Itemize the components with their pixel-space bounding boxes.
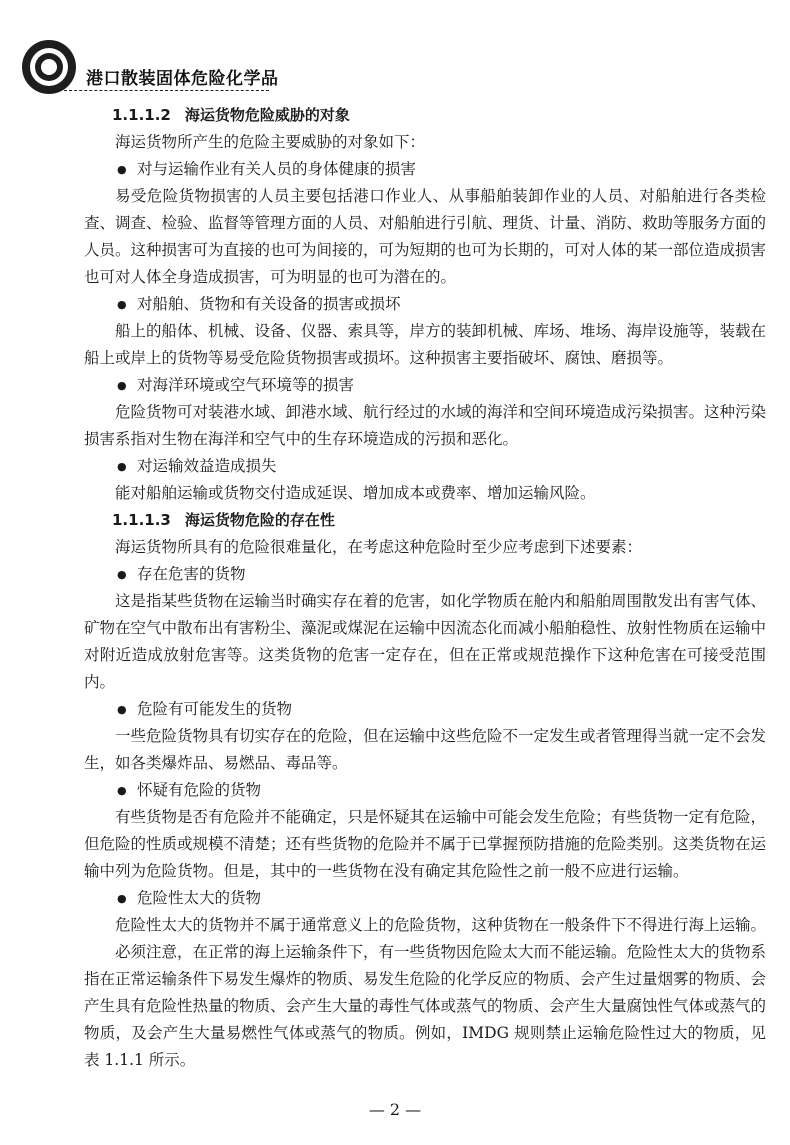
bullet-dot-icon: ● — [117, 568, 127, 581]
bullet-text: 对与运输作业有关人员的身体健康的损害 — [137, 160, 417, 178]
bullet-dot-icon: ● — [117, 703, 127, 716]
section-title: 海运货物危险的存在性 — [184, 511, 335, 529]
bullet-item — [84, 885, 766, 912]
bullet-dot-icon: ● — [117, 784, 127, 797]
bullet-text: 对运输效益造成损失 — [137, 457, 277, 475]
paragraph: 易受危险货物损害的人员主要包括港口作业人、从事船舶装卸作业的人员、对船舶进行各类检查、调查、检验、监督等管理方面的人员、对船舶进行引航、理货、计量、消防、救助等服务方面的人员。这种损害可为直接的也可为间接的，可为短期的也可为长期的，可对人体的某一部位造成损害也可对人体全身造成损害，可为明显的也可为潜在的。 — [84, 187, 767, 286]
section-heading — [84, 102, 766, 129]
bullet-text: 危险性太大的货物 — [137, 889, 262, 907]
section-title: 海运货物危险威胁的对象 — [184, 106, 350, 124]
bullet-text: 存在危害的货物 — [137, 565, 246, 583]
bullet-item — [84, 561, 766, 588]
section-number: 1.1.1.2 — [112, 106, 171, 124]
paragraph: 一些危险货物具有切实存在的危险，但在运输中这些危险不一定发生或者管理得当就一定不会发生，如各类爆炸品、易燃品、毒品等。 — [84, 727, 767, 772]
bullet-item — [84, 291, 766, 318]
bullet-text: 怀疑有危险的货物 — [137, 781, 262, 799]
bullet-dot-icon: ● — [117, 163, 127, 176]
bullet-item — [84, 453, 766, 480]
bullet-item — [84, 372, 766, 399]
page-body — [84, 102, 766, 1074]
paragraph: 必须注意，在正常的海上运输条件下，有一些货物因危险太大而不能运输。危险性太大的货物系指在正常运输条件下易发生爆炸的物质、易发生危险的化学反应的物质、会产生过量烟雾的物质、会产生具有危险性热量的物质、会产生大量的毒性气体或蒸气的物质、会产生大量腐蚀性气体或蒸气的物质，及会产生大量易燃性气体或蒸气的物质。例如，IMDG 规则禁止运输危险性过大的物质，见表 1.1.1 所示。 — [84, 943, 767, 1069]
bullet-item — [84, 777, 766, 804]
bullet-dot-icon: ● — [117, 460, 127, 473]
bullet-text: 对海洋环境或空气环境等的损害 — [137, 376, 355, 394]
paragraph: 船上的船体、机械、设备、仪器、索具等，岸方的装卸机械、库场、堆场、海岸设施等，装载在船上或岸上的货物等易受危险货物损害或损坏。这种损害主要指破坏、腐蚀、磨损等。 — [84, 322, 767, 367]
bullet-item — [84, 156, 766, 183]
bullet-item — [84, 696, 766, 723]
bullet-dot-icon: ● — [117, 892, 127, 905]
paragraph: 危险货物可对装港水域、卸港水域、航行经过的水域的海洋和空间环境造成污染损害。这种污染损害系指对生物在海洋和空气中的生存环境造成的污损和恶化。 — [84, 403, 767, 448]
paragraph: 危险性太大的货物并不属于通常意义上的危险货物，这种货物在一般条件下不得进行海上运输。 — [115, 916, 767, 934]
bullet-dot-icon: ● — [117, 379, 127, 392]
target-logo-icon — [20, 38, 78, 96]
bullet-text: 危险有可能发生的货物 — [137, 700, 293, 718]
book-title: 港口散装固体危险化学品 — [86, 69, 279, 89]
page-number: — 2 — — [368, 1100, 422, 1119]
header-dashed-rule — [64, 90, 269, 91]
section-heading — [84, 507, 766, 534]
paragraph: 这是指某些货物在运输当时确实存在着的危害，如化学物质在舱内和船舶周围散发出有害气体、矿物在空气中散布出有害粉尘、藻泥或煤泥在运输中因流态化而减小船舶稳性、放射性物质在运输中对附近造成放射危害等。这类货物的危害一定存在，但在正常或规范操作下这种危害在可接受范围内。 — [84, 592, 767, 691]
paragraph: 能对船舶运输或货物交付造成延误、增加成本或费率、增加运输风险。 — [115, 484, 596, 502]
running-header — [0, 0, 790, 110]
paragraph: 海运货物所产生的危险主要威胁的对象如下： — [115, 133, 426, 151]
section-number: 1.1.1.3 — [112, 511, 171, 529]
bullet-text: 对船舶、货物和有关设备的损害或损坏 — [137, 295, 401, 313]
bullet-dot-icon: ● — [117, 298, 127, 311]
paragraph: 海运货物所具有的危险很难量化，在考虑这种危险时至少应考虑到下述要素： — [115, 538, 643, 556]
paragraph: 有些货物是否有危险并不能确定，只是怀疑其在运输中可能会发生危险；有些货物一定有危险，但危险的性质或规模不清楚；还有些货物的危险并不属于已掌握预防措施的危险类别。这类货物在运输中列为危险货物。但是，其中的一些货物在没有确定其危险性之前一般不应进行运输。 — [84, 808, 767, 880]
